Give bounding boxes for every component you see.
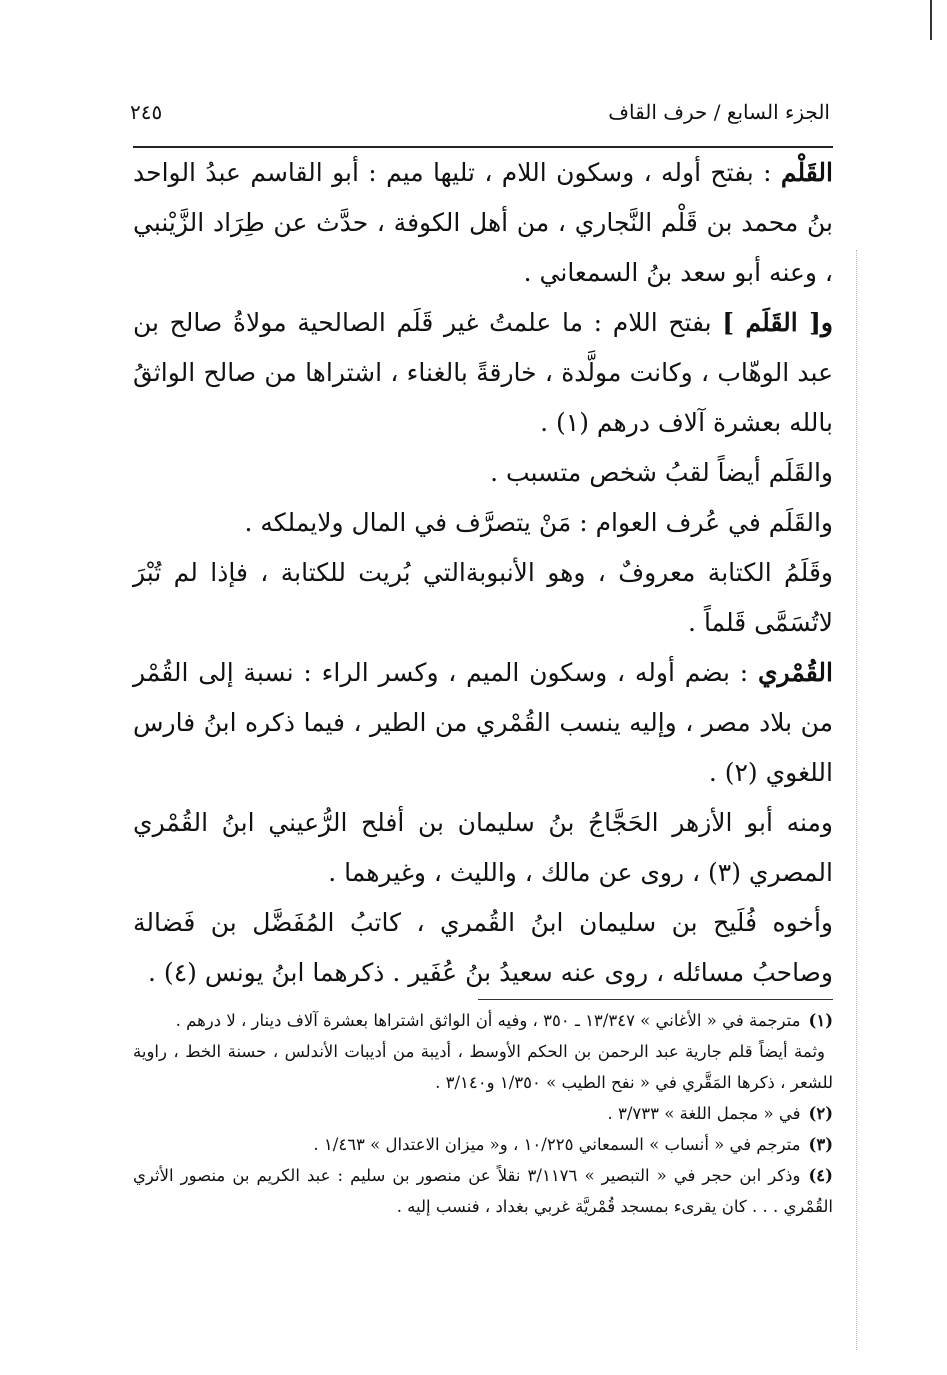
footnote [133,1129,833,1160]
paragraph [133,498,833,548]
footnote-number: (٣) [808,1135,833,1154]
paragraph-text: والقَلَم في عُرف العوام : مَنْ يتصرَّف في المال ولايملكه . [244,508,833,537]
paragraph-text: ومنه أبو الأزهر الحَجَّاجُ بنُ سليمان بن أفلح الرُّعيني ابنُ القُمْري المصري (٣) ، روى عن مالك ، والليث ، وغيرهما . [133,808,833,887]
paragraph-qumri [133,648,833,798]
paragraph-text: والقَلَم أيضاً لقبُ شخص متسبب . [490,458,833,487]
footnote-text: في « مجمل اللغة » ٣/٧٣٣ . [607,1104,801,1123]
page-number: ٢٤٥ [130,100,163,124]
paragraph-text: بفتح اللام : ما علمتُ غير قَلَم الصالحية مولاةُ صالح بن عبد الوهّاب ، وكانت مولَّدة ، خارقةً بالغناء ، اشتراها من صالح الواثقُ بالله بعشرة آلاف درهم (١) . [133,308,833,437]
entry-heading: القَلْم [780,158,833,187]
footnote [133,1005,833,1036]
paragraph-qalm [133,148,833,298]
footnote-rule [478,999,833,1000]
running-header [130,92,830,132]
footnote [133,1036,833,1098]
footnote-text: مترجمة في « الأغاني » ١٣/٣٤٧ ـ ٣٥٠ ، وفيه أن الواثق اشتراها بعشرة آلاف دينار ، لا درهم . [175,1011,801,1030]
footnote [133,1098,833,1129]
entry-heading: القُمْري [757,658,833,687]
paragraph [133,898,833,998]
footnote [133,1160,833,1222]
footnotes [133,1005,833,1222]
paragraph [133,448,833,498]
footnote-text: مترجم في « أنساب » السمعاني ١٠/٢٢٥ ، و« ميزان الاعتدال » ١/٤٦٣ . [313,1135,801,1154]
paragraph-text: وقَلَمُ الكتابة معروفٌ ، وهو الأنبوبةالتي بُريت للكتابة ، فإذا لم تُبْرَ لاتُسَمَّى قَلماً . [133,558,833,637]
footnote-number: (١) [808,1011,833,1030]
paragraph-text: وأخوه فُلَيح بن سليمان ابنُ القُمري ، كاتبُ المُفَضَّل بن فَضالة وصاحبُ مسائله ، روى عنه سعيدُ بنُ عُفَير . ذكرهما ابنُ يونس (٤) . [133,908,833,987]
footnote-text: وثمة أيضاً قلم جارية عبد الرحمن بن الحكم الأوسط ، أديبة من أديبات الأندلس ، حسنة الخط ، راوية للشعر ، ذكرها المَقَّري في « نفح الطيب » ١/٣٥٠ و٣/١٤٠ . [133,1042,833,1092]
header-title: الجزء السابع / حرف القاف [608,100,830,124]
paragraph [133,548,833,648]
footnote-number: (٢) [808,1104,833,1123]
footnote-number: (٤) [808,1166,833,1185]
main-text [133,148,833,998]
paragraph [133,798,833,898]
paragraph-text: : بفتح أوله ، وسكون اللام ، تليها ميم : أبو القاسم عبدُ الواحد بنُ محمد بن قَلْم النَّجاري ، من أهل الكوفة ، حدَّث عن طِرَاد الزَّيْنبي ، وعنه أبو سعد بنُ السمعاني . [133,158,833,287]
entry-heading: و[ القَلَم ] [722,308,833,337]
scan-edge-mark [930,0,932,40]
scan-margin-line [856,250,857,1350]
paragraph-qalam [133,298,833,448]
footnote-text: وذكر ابن حجر في « التبصير » ٣/١١٧٦ نقلاً عن منصور بن سليم : عبد الكريم بن منصور الأثري القُمْري . . . كان يقرىء بمسجد قُمْريَّة غربي بغداد ، فنسب إليه . [133,1166,833,1216]
paragraph-text: : بضم أوله ، وسكون الميم ، وكسر الراء : نسبة إلى القُمْر من بلاد مصر ، وإليه ينسب القُمْري من الطير ، فيما ذكره ابنُ فارس اللغوي (٢) . [133,658,833,787]
